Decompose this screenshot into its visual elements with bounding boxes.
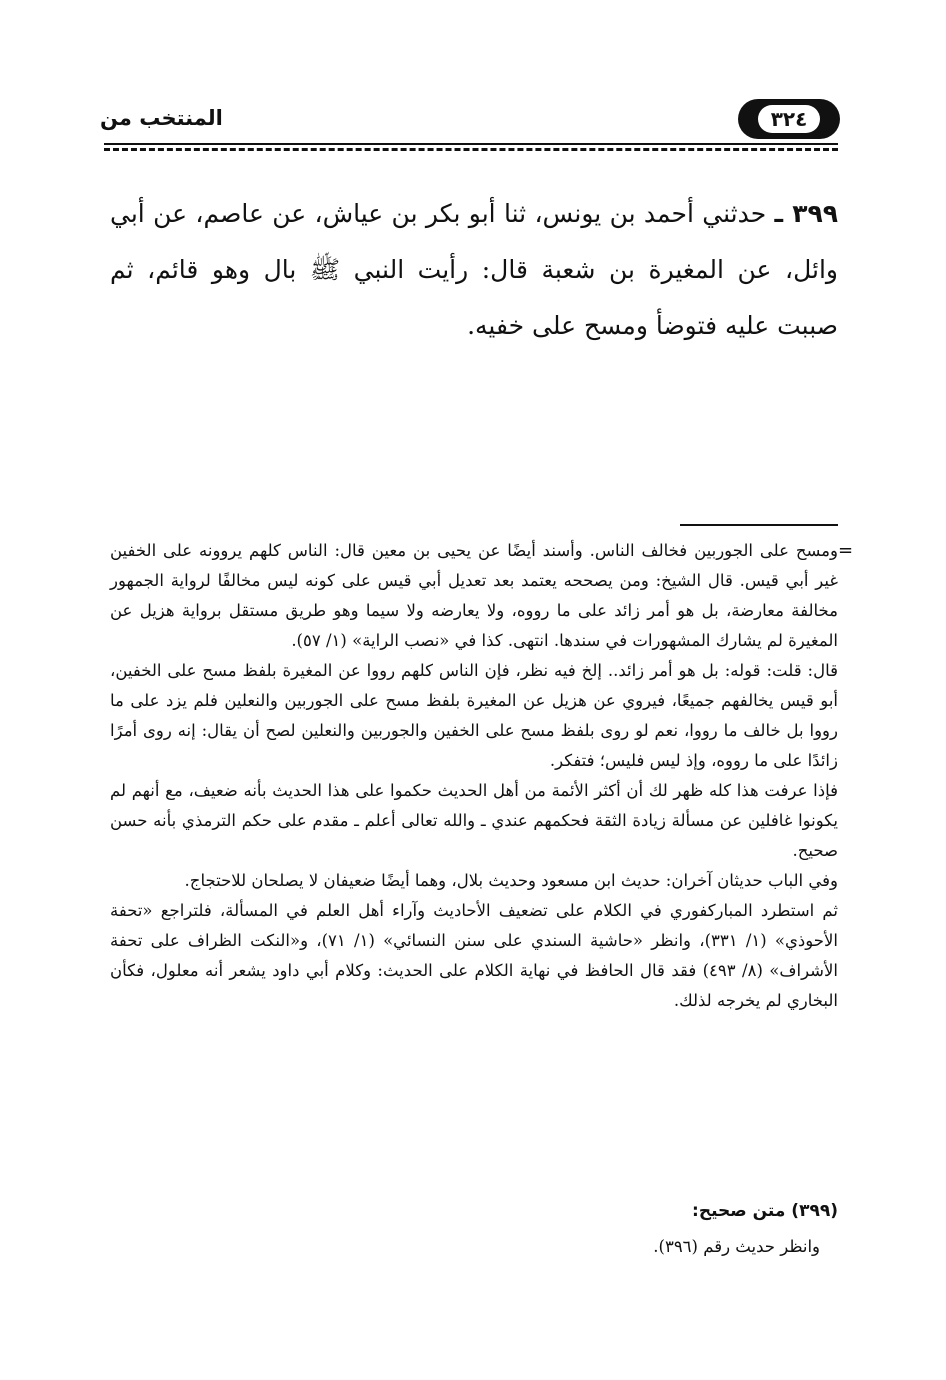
book-title: المنتخب من	[100, 106, 223, 130]
footnote-continuation-mark: =	[838, 540, 854, 561]
page-header	[100, 96, 840, 146]
footnote-paragraph: فإذا عرفت هذا كله ظهر لك أن أكثر الأئمة من أهل الحديث حكموا على هذا الحديث بأنه ضعيف، مع أنهم لم يكونوا غافلين عن مسألة زيادة الثقة فحكمهم عندي ـ والله تعالى أعلم ـ مقدم على حكم الترمذي بأنه حسن صحيح.	[110, 781, 838, 860]
hadith-number: ٣٩٩ ـ	[774, 199, 838, 228]
footnote-separator	[680, 524, 838, 526]
footnote-reference: وانظر حديث رقم (٣٩٦).	[653, 1237, 820, 1256]
footnote-paragraph: ومسح على الجوربين فخالف الناس. وأسند أيضًا عن يحيى بن معين قال: الناس كلهم يروونه على الخفين غير أبي قيس. قال الشيخ: ومن يصححه يعتمد بعد تعديل أبي قيس على كونه ليس مخالفًا لرواية الجمهور مخالفة معارضة، بل هو أمر زائد على ما رووه، ولا يعارضه ولا سيما وهو طريق مستقل برواية هزيل عن المغيرة لم يشارك المشهورات في سندها. انتهى. كذا في «نصب الراية» (١/ ٥٧).	[110, 541, 838, 650]
page-number-badge	[738, 99, 840, 139]
hadith-text-block	[110, 186, 838, 354]
footnote-paragraph: ثم استطرد المباركفوري في الكلام على تضعيف الأحاديث وآراء أهل العلم في المسألة، فلتراجع «تحفة الأحوذي» (١/ ٣٣١)، وانظر «حاشية السندي على سنن النسائي» (١/ ٧١)، و«النكت الظراف على تحفة الأشراف» (٨/ ٤٩٣) فقد قال الحافظ في نهاية الكلام على الحديث: وكلام أبي داود يشعر أنه معلول، فكأن البخاري لم يخرجه لذلك.	[110, 901, 839, 1010]
header-dashed-rule	[104, 148, 838, 151]
header-rule	[104, 143, 838, 145]
footnote-paragraph: قال: قلت: قوله: بل هو أمر زائد.. إلخ فيه نظر، فإن الناس كلهم رووا عن المغيرة بلفظ مسح على الخفين، أبو قيس يخالفهم جميعًا، فيروي عن هزيل عن المغيرة بلفظ مسح على الجوربين والنعلين فلم يزد على ما رووا بل خالف ما رووا، نعم لو روى بلفظ مسح على الخفين والجوربين والنعلين لصح أن يقال: إنه روى أمرًا زائدًا على ما رووه، وإذ ليس فليس؛ فتفكر.	[110, 661, 838, 770]
footnote-paragraph: وفي الباب حديثان آخران: حديث ابن مسعود وحديث بلال، وهما أيضًا ضعيفان لا يصلحان للاحتجاج.	[184, 871, 838, 890]
hadith-text: حدثني أحمد بن يونس، ثنا أبو بكر بن عياش، عن عاصم، عن أبي وائل، عن المغيرة بن شعبة قال: رأيت النبي ﷺ بال وهو قائم، ثم صببت عليه فتوضأ ومسح على خفيه.	[110, 199, 838, 340]
page-number: ٣٢٤	[758, 105, 820, 133]
footnote-heading: (٣٩٩) متن صحيح:	[692, 1201, 838, 1221]
footnotes-block	[110, 536, 838, 1016]
